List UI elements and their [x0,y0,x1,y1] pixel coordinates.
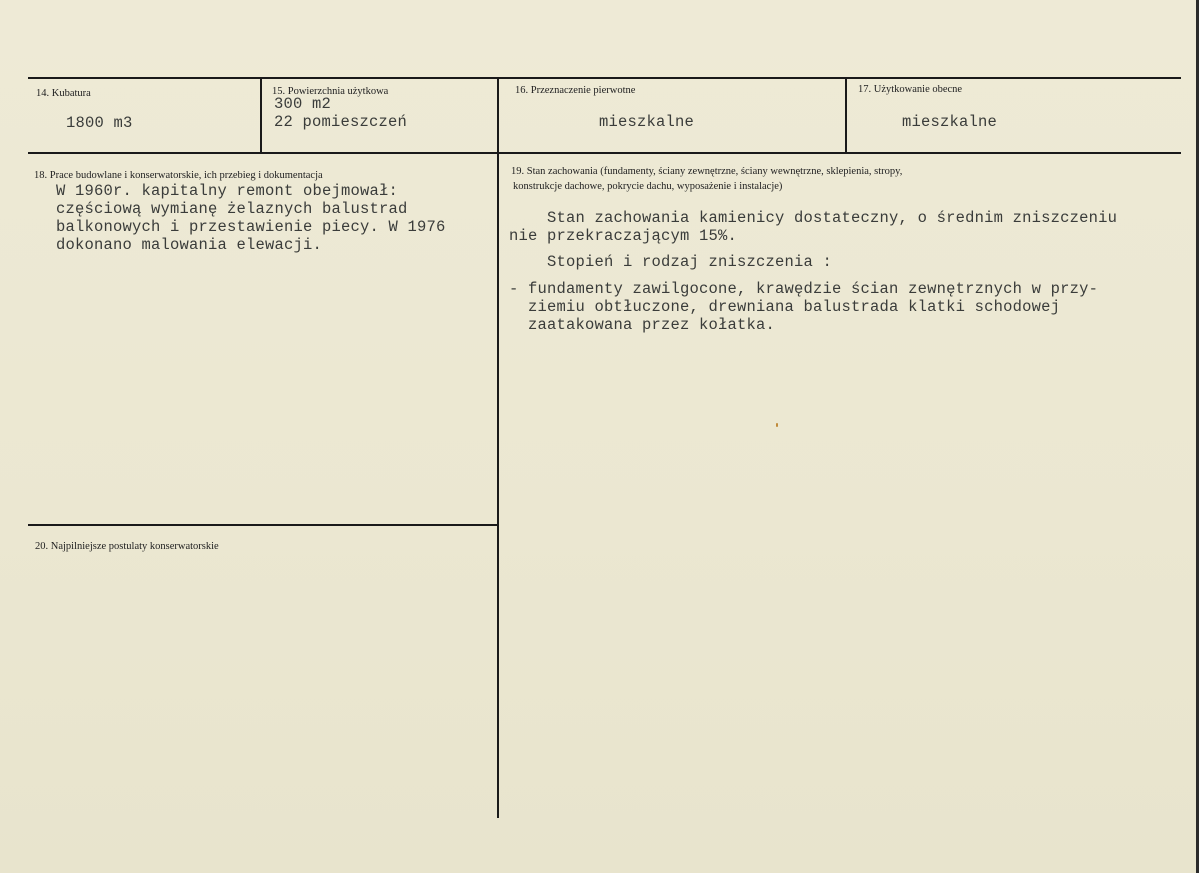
main-column-divider [497,153,499,818]
divider-14-15 [260,78,262,153]
field-15-label: 15. Powierzchnia użytkowa [272,86,389,97]
field-14-value: 1800 m3 [66,114,133,132]
section18-bottom-rule [28,524,498,526]
field-17-label: 17. Użytkowanie obecne [858,84,963,95]
field-18-label: 18. Prace budowlane i konserwatorskie, ich przebieg i dokumentacja [34,170,323,181]
field-18-line-2: częściową wymianę żelaznych balustrad [56,200,408,218]
divider-15-16 [497,78,499,153]
field-17-value: mieszkalne [902,113,998,131]
field-19-line-3: Stopień i rodzaj zniszczenia : [509,253,833,271]
row1-bottom-rule [28,152,1181,154]
field-19-line-5: ziemiu obtłuczone, drewniana balustrada klatki schodowej [509,298,1061,316]
field-19-label-line-1: 19. Stan zachowania (fundamenty, ściany zewnętrzne, ściany wewnętrzne, sklepienia, stropy, [511,166,903,177]
field-18-line-3: balkonowych i przestawienie piecy. W 1976 [56,218,446,236]
field-19-line-2: nie przekraczającym 15%. [509,227,738,245]
field-15-line-2: 22 pomieszczeń [274,113,408,131]
top-rule [28,77,1181,79]
field-18-line-4: dokonano malowania elewacji. [56,236,323,254]
field-15-line-1: 300 m2 [274,95,332,113]
field-19-line-4: - fundamenty zawilgocone, krawędzie ścian zewnętrznych w przy- [509,280,1099,298]
field-19-label-line-2: konstrukcje dachowe, pokrycie dachu, wyposażenie i instalacje) [513,181,783,192]
field-18-line-1: W 1960r. kapitalny remont obejmował: [56,182,399,200]
field-20-label: 20. Najpilniejsze postulaty konserwatorskie [35,541,219,552]
field-19-line-6: zaatakowana przez kołatka. [509,316,776,334]
field-16-value: mieszkalne [599,113,695,131]
ink-speck [776,423,778,427]
field-16-label: 16. Przeznaczenie pierwotne [515,85,636,96]
field-14-label: 14. Kubatura [36,88,91,99]
divider-16-17 [845,78,847,153]
field-19-line-1: Stan zachowania kamienicy dostateczny, o średnim zniszczeniu [509,209,1118,227]
